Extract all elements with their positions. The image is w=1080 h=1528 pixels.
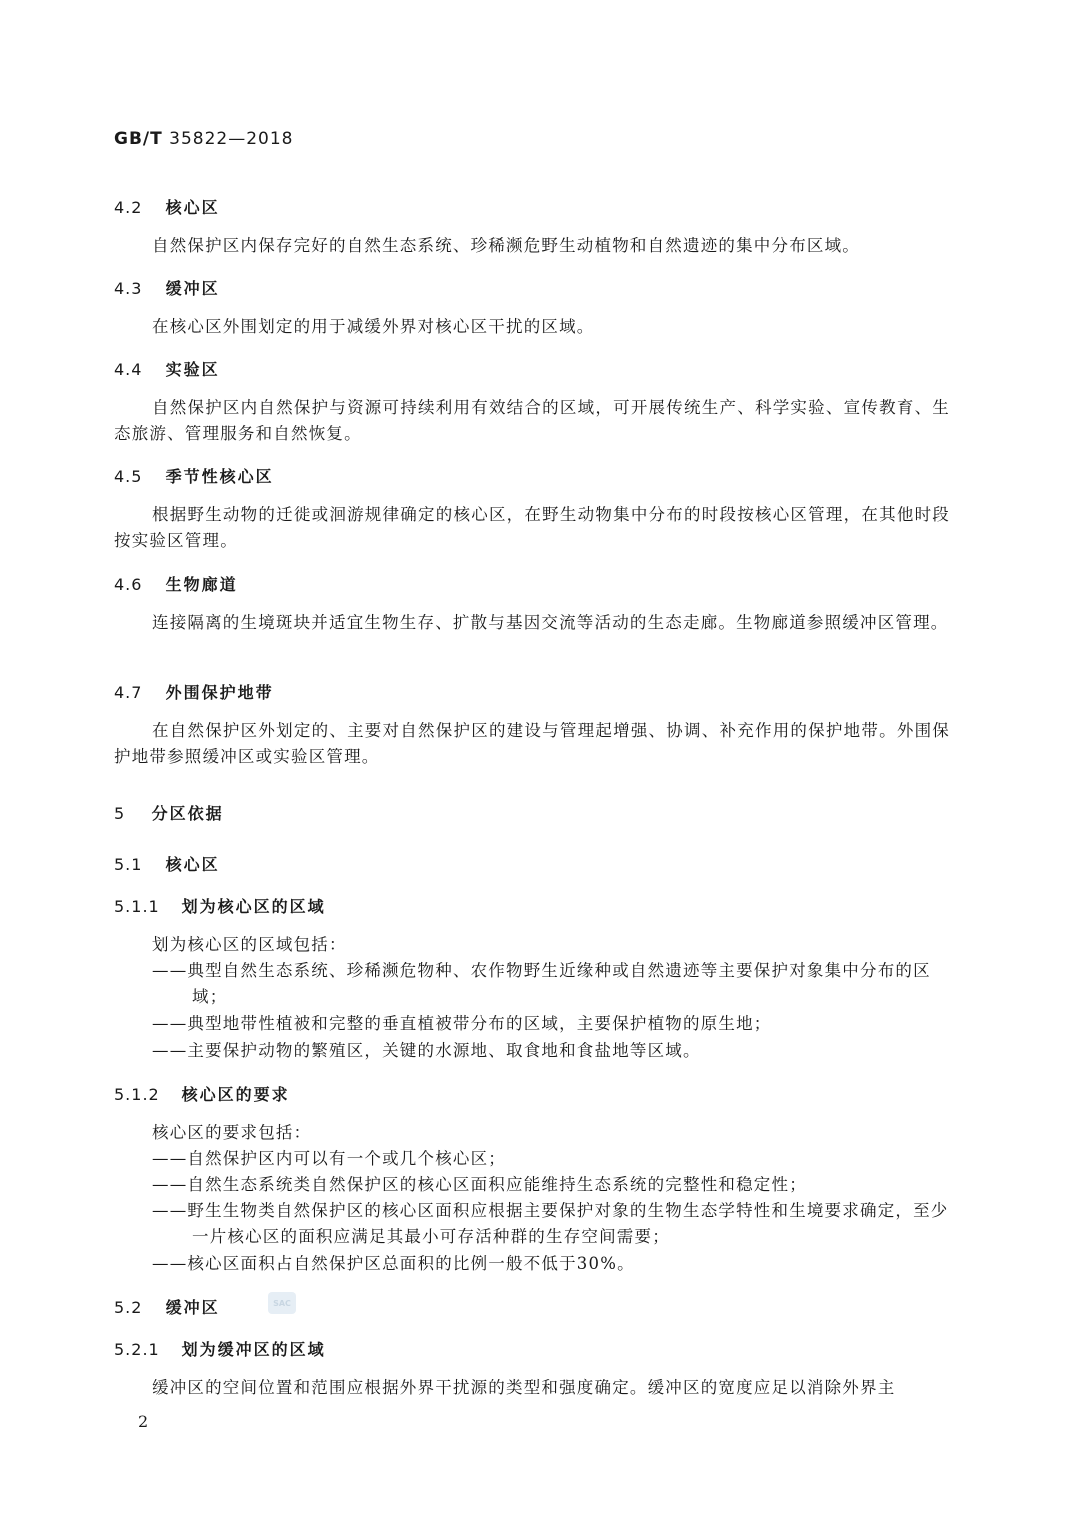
section-number: 5.2.1 [114,1340,160,1359]
section-title: 生物廊道 [165,575,238,594]
section-title: 实验区 [165,360,220,379]
section-title: 缓冲区 [165,279,220,298]
section-text-5-2-1: 缓冲区的空间位置和范围应根据外界干扰源的类型和强度确定。缓冲区的宽度应足以消除外界主 [152,1378,896,1397]
section-number: 5 [114,804,126,823]
section-title: 划为核心区的区域 [181,897,326,916]
chapter-heading-5 [114,801,224,824]
section-title: 核心区的要求 [181,1085,290,1104]
page-number: 2 [138,1412,149,1431]
section-number: 5.1.1 [114,897,160,916]
section-heading-4-3 [114,276,220,299]
section-text-4-6: 连接隔离的生境斑块并适宜生物生存、扩散与基因交流等活动的生态走廊。生物廊道参照缓冲区管理。 [152,613,949,632]
code-prefix: GB/T [114,129,163,149]
list-item: ——自然保护区内可以有一个或几个核心区； [152,1149,506,1168]
section-heading-4-5 [114,464,274,487]
list-item: ——核心区面积占自然保护区总面积的比例一般不低于30%。 [152,1254,635,1273]
list-item: ——典型自然生态系统、珍稀濒危物种、农作物野生近缘种或自然遗迹等主要保护对象集中分布的区域； [152,961,931,1006]
section-title: 缓冲区 [165,1298,220,1317]
code-number: 35822—2018 [169,129,294,149]
list-item: ——野生生物类自然保护区的核心区面积应根据主要保护对象的生物生态学特性和生境要求确定，至少一片核心区的面积应满足其最小可存活种群的生存空间需要； [152,1201,949,1246]
section-number: 5.1.2 [114,1085,160,1104]
list-item: ——典型地带性植被和完整的垂直植被带分布的区域，主要保护植物的原生地； [152,1014,772,1033]
section-heading-4-4 [114,357,220,380]
section-heading-5-2 [114,1295,220,1318]
list-item: ——主要保护动物的繁殖区，关键的水源地、取食地和食盐地等区域。 [152,1041,701,1060]
section-heading-4-7 [114,680,274,703]
section-title: 季节性核心区 [165,467,274,486]
section-heading-5-1 [114,852,220,875]
section-number: 4.2 [114,198,143,217]
section-number: 4.4 [114,360,143,379]
section-heading-5-1-2 [114,1082,290,1105]
section-heading-4-2 [114,195,220,218]
section-title: 核心区 [165,855,220,874]
section-heading-5-1-1 [114,894,326,917]
section-title: 外围保护地带 [165,683,274,702]
section-number: 5.1 [114,855,143,874]
section-text-4-4: 自然保护区内自然保护与资源可持续利用有效结合的区域，可开展传统生产、科学实验、宣传教育、生态旅游、管理服务和自然恢复。 [114,398,950,443]
section-number: 4.6 [114,575,143,594]
section-title: 划为缓冲区的区域 [181,1340,326,1359]
section-text-4-5: 根据野生动物的迁徙或洄游规律确定的核心区，在野生动物集中分布的时段按核心区管理，在其他时段按实验区管理。 [114,505,950,550]
section-number: 4.3 [114,279,143,298]
watermark-logo: SAC [268,1292,296,1314]
section-title: 核心区 [165,198,220,217]
standard-code [114,129,293,149]
section-text-4-2: 自然保护区内保存完好的自然生态系统、珍稀濒危野生动植物和自然遗迹的集中分布区域。 [152,236,860,255]
list-item: ——自然生态系统类自然保护区的核心区面积应能维持生态系统的完整性和稳定性； [152,1175,807,1194]
section-number: 5.2 [114,1298,143,1317]
list-intro: 核心区的要求包括： [152,1123,312,1142]
section-text-4-7: 在自然保护区外划定的、主要对自然保护区的建设与管理起增强、协调、补充作用的保护地带。外围保护地带参照缓冲区或实验区管理。 [114,721,950,766]
section-heading-5-2-1 [114,1337,326,1360]
section-heading-4-6 [114,572,238,595]
section-text-4-3: 在核心区外围划定的用于减缓外界对核心区干扰的区域。 [152,317,595,336]
section-number: 4.5 [114,467,143,486]
section-number: 4.7 [114,683,143,702]
section-title: 分区依据 [151,804,224,823]
list-intro: 划为核心区的区域包括： [152,935,347,954]
